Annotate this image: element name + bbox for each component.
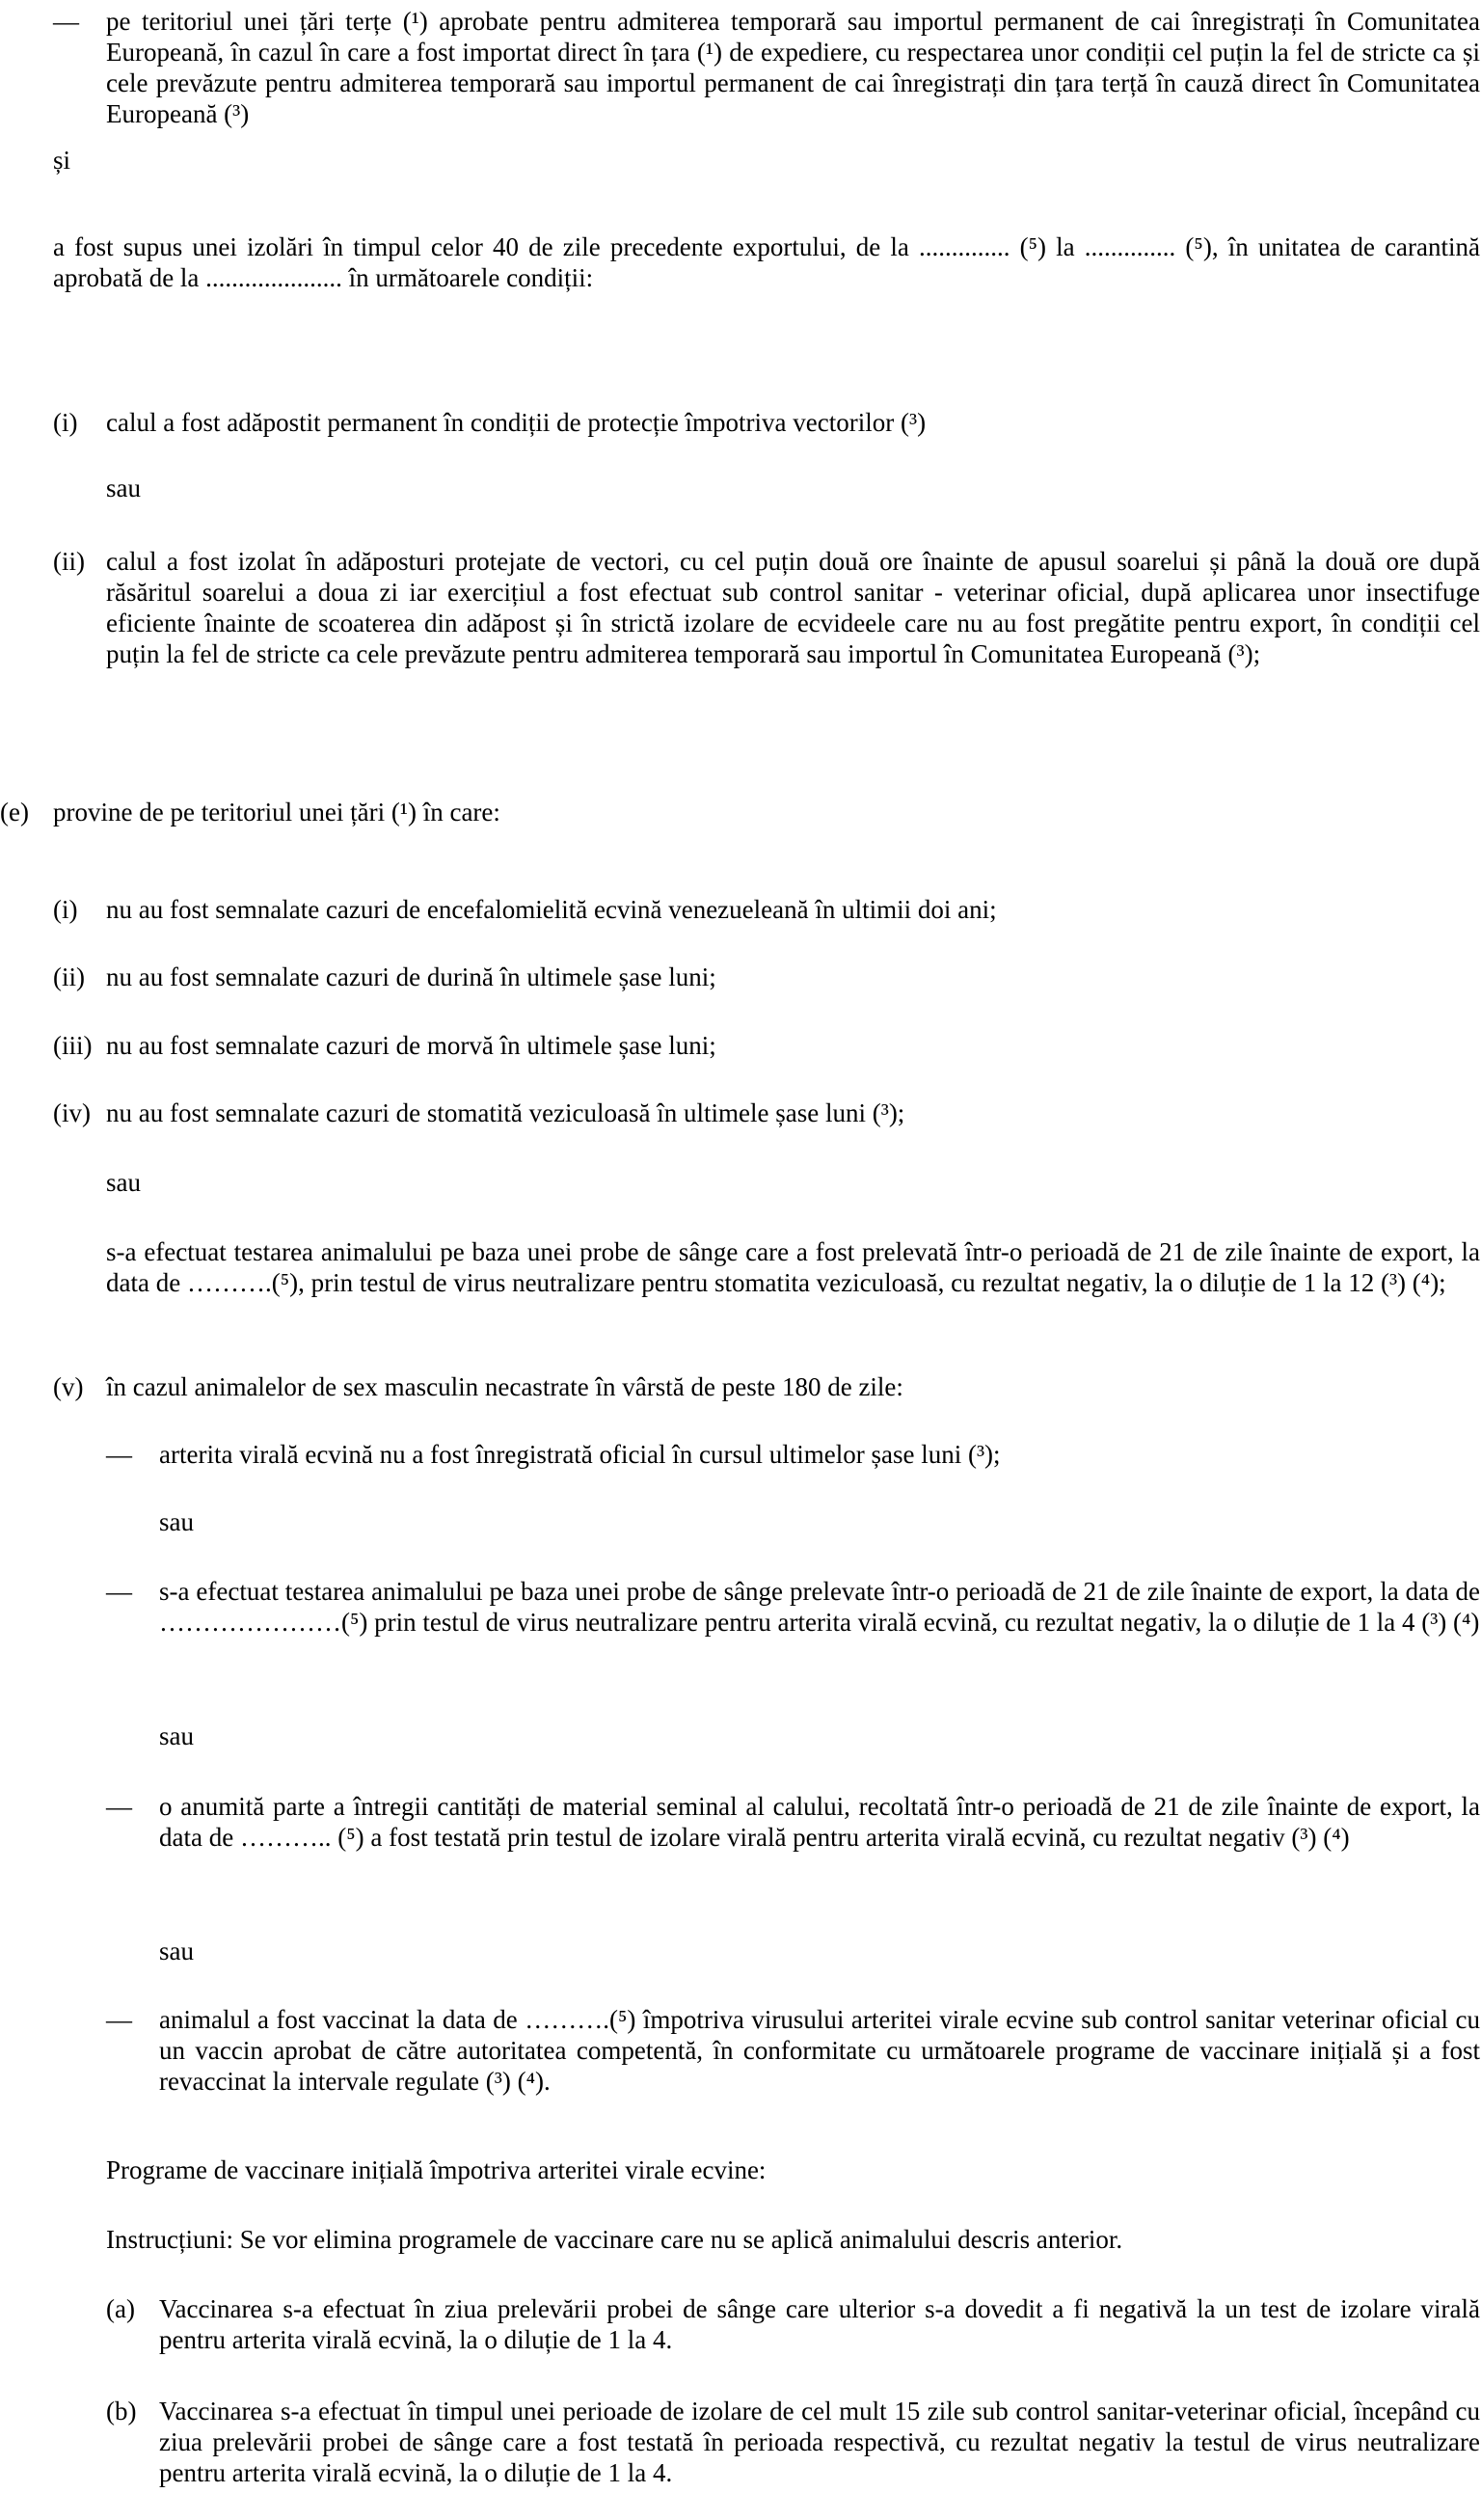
v-dash-item-2 xyxy=(106,1576,1480,1638)
section-e-item-v xyxy=(53,1371,1480,1402)
instructions-text: Instrucțiuni: Se vor elimina programele de vaccinare care nu se aplică animalului descris anterior. xyxy=(106,2225,1123,2254)
section-e-intro xyxy=(0,797,1480,827)
item-marker: (ii) xyxy=(53,547,85,576)
item-text: calul a fost izolat în adăposturi protejate de vectori, cu cel puțin două ore înainte de apusul soarelui și până la două ore după răsăritul soarelui a doua zi iar exercițiul a fost efectuat sub control sanitar - veterinar oficial, după aplicarea unor insectifuge eficiente înainte de scoaterea din adăpost și în strictă izolare de ecvideele care nu au fost pregătite pentru export, în condiții cel puțin la fel de stricte ca cele prevăzute pentru admiterea temporară sau importul în Comunitatea Europeană (³); xyxy=(106,547,1480,668)
section-intro-text: provine de pe teritoriul unei țări (¹) în care: xyxy=(53,798,500,826)
item-marker: (ii) xyxy=(53,962,85,991)
section-e-item-iv xyxy=(53,1097,1480,1128)
item-marker: (v) xyxy=(53,1372,84,1401)
item-marker: (i) xyxy=(53,408,78,437)
dash-marker: — xyxy=(53,7,79,36)
conjunction-sau: sau xyxy=(159,1507,194,1536)
vaccination-programs-title: Programe de vaccinare inițială împotriva arteritei virale ecvine: xyxy=(106,2155,767,2184)
v-dash-item-1 xyxy=(106,1439,1480,1470)
program-item-a xyxy=(106,2293,1480,2355)
item-marker: (a) xyxy=(106,2294,135,2323)
dash-item-text: s-a efectuat testarea animalului pe baza unei probe de sânge prelevate într-o perioadă de 21 de zile înainte de export, la data de …………………(⁵) prin testul de virus neutralizare pentru arterita virală ecvină, cu rezultat negativ, la o diluție de 1 la 4 (³) (⁴) xyxy=(159,1577,1480,1637)
dash-item-text: o anumită parte a întregii cantități de material seminal al calului, recoltată într-o perioadă de 21 de zile înainte de export, la data de ……….. (⁵) a fost testată prin testul de izolare virală pentru arterita virală ecvină, cu rezultat negativ (³) (⁴) xyxy=(159,1792,1480,1852)
item-marker: (iii) xyxy=(53,1031,93,1060)
section-e-item-iii xyxy=(53,1030,1480,1061)
section-marker: (e) xyxy=(0,798,29,826)
conjunction-sau: sau xyxy=(106,474,141,502)
item-text: nu au fost semnalate cazuri de durină în ultimele șase luni; xyxy=(106,962,716,991)
v-dash-item-3 xyxy=(106,1791,1480,1853)
conjunction-sau: sau xyxy=(159,1937,194,1965)
dash-item-text: animalul a fost vaccinat la data de ……….(⁵) împotriva virusului arteritei virale ecvine sub control sanitar veterinar oficial cu un vaccin aprobat de către autoritatea competentă, în conformitate cu următoarele programe de vaccinare inițială și a fost revaccinat la intervale regulate (³) (⁴). xyxy=(159,2005,1480,2096)
dash-item-text: arterita virală ecvină nu a fost înregistrată oficial în cursul ultimelor șase luni (³); xyxy=(159,1440,1001,1469)
item-marker: (b) xyxy=(106,2397,137,2425)
conjunction-si: și xyxy=(53,146,71,175)
dash-marker: — xyxy=(106,1792,132,1821)
item-text: în cazul animalelor de sex masculin necastrate în vârstă de peste 180 de zile: xyxy=(106,1372,903,1401)
section-e-item-i xyxy=(53,894,1480,925)
isolation-item-ii xyxy=(53,546,1480,669)
v-dash-item-4 xyxy=(106,2004,1480,2097)
isolation-item-i xyxy=(53,407,1480,438)
section-e-item-ii xyxy=(53,962,1480,992)
conjunction-sau: sau xyxy=(159,1721,194,1750)
dash-item-text: pe teritoriul unei țări terțe (¹) aprobate pentru admiterea temporară sau importul permanent de cai înregistrați în Comunitatea Europeană, în cazul în care a fost importat direct în țara (¹) de expediere, cu respectarea unor condiții cel puțin la fel de stricte ca și cele prevăzute pentru admiterea temporară sau importul permanent de cai înregistrați din țara terță în cauză direct în Comunitatea Europeană (³) xyxy=(106,7,1480,128)
item-text: nu au fost semnalate cazuri de morvă în ultimele șase luni; xyxy=(106,1031,716,1060)
item-marker: (i) xyxy=(53,895,78,924)
dash-item-third-country xyxy=(53,6,1480,129)
section-e-item-iv-alternative: s-a efectuat testarea animalului pe baza unei probe de sânge care a fost prelevată într-o perioadă de 21 de zile înainte de export, la data de ……….(⁵), prin testul de virus neutralizare pentru stomatita veziculoasă, cu rezultat negativ, la o diluție de 1 la 12 (³) (⁴); xyxy=(106,1237,1480,1297)
dash-marker: — xyxy=(106,2005,132,2034)
item-text: Vaccinarea s-a efectuat în ziua prelevării probei de sânge care ulterior s-a dovedit a fi negativă la un test de izolare virală pentru arterita virală ecvină, la o diluție de 1 la 4. xyxy=(159,2294,1480,2354)
dash-marker: — xyxy=(106,1440,132,1469)
item-text: nu au fost semnalate cazuri de encefalomielită ecvină venezueleană în ultimii doi ani; xyxy=(106,895,997,924)
item-text: calul a fost adăpostit permanent în condiții de protecție împotriva vectorilor (³) xyxy=(106,408,927,437)
item-text: nu au fost semnalate cazuri de stomatită veziculoasă în ultimele șase luni (³); xyxy=(106,1098,905,1127)
item-text: Vaccinarea s-a efectuat în timpul unei perioade de izolare de cel mult 15 zile sub control sanitar-veterinar oficial, începând cu ziua prelevării probei de sânge care a fost testată în perioada respectivă, cu rezultat negativ la testul de virus neutralizare pentru arterita virală ecvină, la o diluție de 1 la 4. xyxy=(159,2397,1480,2487)
dash-marker: — xyxy=(106,1577,132,1606)
isolation-paragraph: a fost supus unei izolări în timpul celor 40 de zile precedente exportului, de la .............. (⁵) la .............. (⁵), în unitatea de carantină aprobată de la ..................... în următoarele condiții: xyxy=(53,232,1480,292)
item-marker: (iv) xyxy=(53,1098,91,1127)
conjunction-sau: sau xyxy=(106,1168,141,1197)
program-item-b xyxy=(106,2396,1480,2488)
